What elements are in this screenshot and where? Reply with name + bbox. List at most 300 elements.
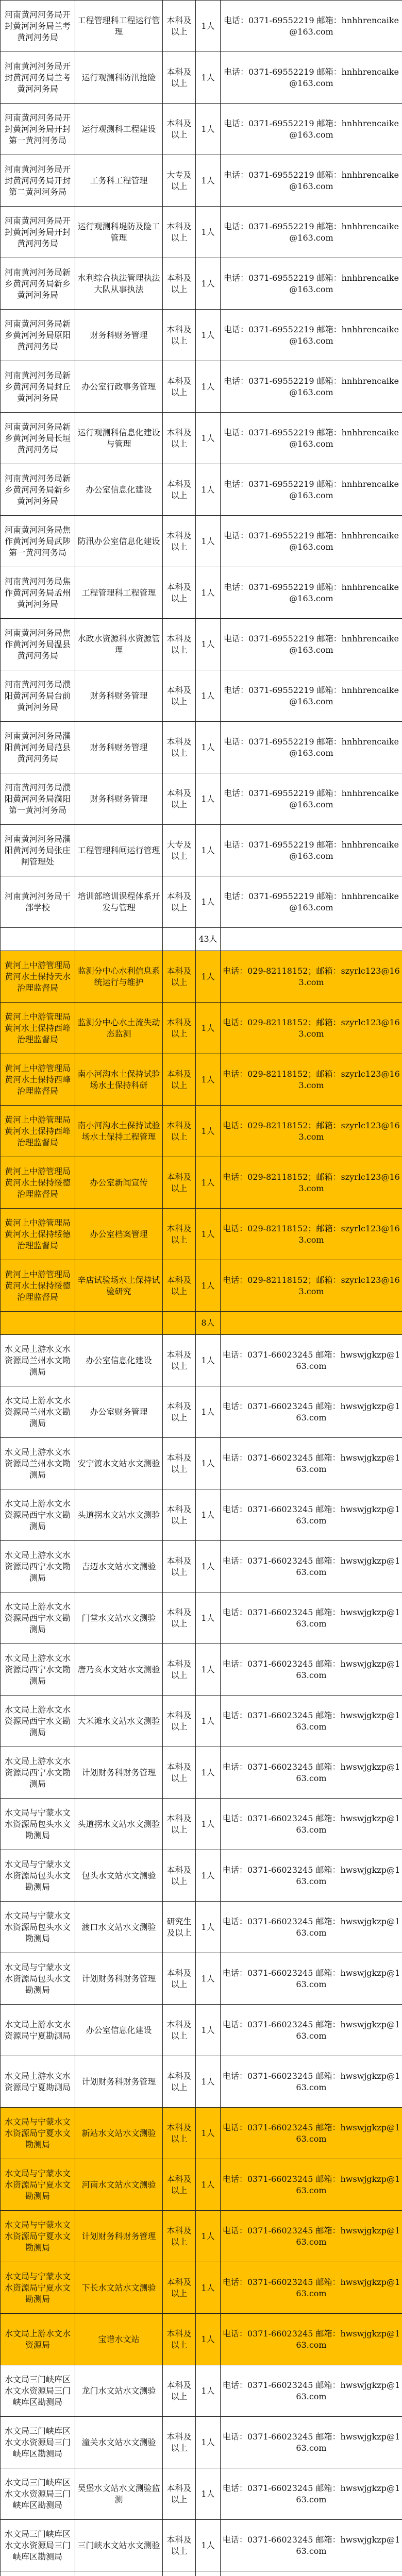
unit-cell: 河南黄河河务局开封黄河河务局兰考黄河河务局 — [1, 1, 75, 52]
count-cell: 1人 — [196, 104, 221, 155]
contact-cell: 电话：0371-69552219 邮箱：hnhhrencaike@163.com — [221, 1, 402, 52]
position-cell: 工程管理科闸运行管理 — [75, 825, 163, 876]
unit-cell: 河南黄河河务局开封黄河河务局兰考黄河河务局 — [1, 52, 75, 104]
education-cell: 本科及以上 — [163, 1, 196, 52]
count-cell — [196, 2571, 221, 2576]
table-row — [1, 1747, 402, 1799]
education-cell: 本科及以上 — [163, 258, 196, 310]
count-cell: 1人 — [196, 207, 221, 258]
count-cell: 1人 — [196, 155, 221, 207]
contact-cell: 电话：0371-66023245 邮箱：hwswjgkzp@163.com — [221, 1902, 402, 1953]
position-cell: 吉迈水文站水文测验 — [75, 1541, 163, 1592]
count-cell: 1人 — [196, 2159, 221, 2211]
position-cell: 财务科财务管理 — [75, 773, 163, 825]
education-cell: 本科及以上 — [163, 2314, 196, 2365]
count-cell: 1人 — [196, 258, 221, 310]
unit-cell: 水文局上游水文水资源局宁夏勘测局 — [1, 2005, 75, 2056]
education-cell: 大专及以上 — [163, 825, 196, 876]
education-cell: 大专及以上 — [163, 155, 196, 207]
count-cell: 1人 — [196, 464, 221, 516]
table-row — [1, 2520, 402, 2571]
unit-cell: 水文局上游水文水资源局兰州水文勘测局 — [1, 1438, 75, 1489]
position-cell: 工务科工程管理 — [75, 155, 163, 207]
position-cell: 宝谱水文站 — [75, 2314, 163, 2365]
table-row — [1, 1106, 402, 1157]
education-cell: 本科及以上 — [163, 951, 196, 1003]
table-row — [1, 1, 402, 52]
education-cell: 本科及以上 — [163, 1386, 196, 1438]
table-row — [1, 2211, 402, 2262]
contact-cell: 电话：0371-66023245 邮箱：hwswjgkzp@163.com — [221, 1541, 402, 1592]
table-row — [1, 207, 402, 258]
table-row — [1, 1489, 402, 1541]
unit-cell: 河南黄河河务局新乡黄河河务局新乡黄河河务局 — [1, 464, 75, 516]
contact-cell: 电话：0371-66023245 邮箱：hwswjgkzp@163.com — [221, 2365, 402, 2417]
position-cell: 河南水文站水文测验 — [75, 2159, 163, 2211]
table-row — [1, 773, 402, 825]
table-row — [1, 1438, 402, 1489]
table-row — [1, 2468, 402, 2520]
count-cell: 1人 — [196, 951, 221, 1003]
education-cell: 本科及以上 — [163, 876, 196, 928]
contact-cell — [221, 928, 402, 951]
contact-cell: 电话：0371-66023245 邮箱：hwswjgkzp@163.com — [221, 1644, 402, 1696]
education-cell: 本科及以上 — [163, 619, 196, 670]
contact-cell: 电话：0371-66023245 邮箱：hwswjgkzp@163.com — [221, 1386, 402, 1438]
count-cell: 1人 — [196, 1902, 221, 1953]
education-cell: 本科及以上 — [163, 52, 196, 104]
contact-cell: 电话：0371-69552219 邮箱：hnhhrencaike@163.com — [221, 258, 402, 310]
count-cell: 8人 — [196, 1312, 221, 1335]
table-row — [1, 1335, 402, 1386]
unit-cell: 河南黄河河务局干部学校 — [1, 876, 75, 928]
unit-cell: 水文局三门峡库区水文水资源局三门峡库区勘测局 — [1, 2417, 75, 2468]
contact-cell: 电话：0371-66023245 邮箱：hwswjgkzp@163.com — [221, 1592, 402, 1644]
table-row — [1, 516, 402, 567]
contact-cell: 电话：0371-69552219 邮箱：hnhhrencaike@163.com — [221, 361, 402, 413]
contact-cell: 电话：0371-69552219 邮箱：hnhhrencaike@163.com — [221, 567, 402, 619]
table-row — [1, 258, 402, 310]
table-row — [1, 1902, 402, 1953]
contact-cell: 电话：029-82118152；邮箱：szyrlc123@163.com — [221, 1260, 402, 1312]
contact-cell: 电话：0371-66023245 邮箱：hwswjgkzp@163.com — [221, 2056, 402, 2108]
position-cell: 监测分中心水土流失动态监测 — [75, 1003, 163, 1054]
contact-cell: 电话：0371-66023245 邮箱：hwswjgkzp@163.com — [221, 2468, 402, 2520]
table-row — [1, 619, 402, 670]
education-cell: 本科及以上 — [163, 2417, 196, 2468]
table-row — [1, 951, 402, 1003]
count-cell: 1人 — [196, 2314, 221, 2365]
position-cell: 三门峡水文站水文测验 — [75, 2520, 163, 2571]
unit-cell: 水文局上游水文水资源局西宁水文勘测局 — [1, 1541, 75, 1592]
count-cell: 1人 — [196, 1438, 221, 1489]
education-cell: 本科及以上 — [163, 207, 196, 258]
position-cell: 安宁渡水文站水文测验 — [75, 1438, 163, 1489]
table-row — [1, 825, 402, 876]
table-row — [1, 2262, 402, 2314]
count-cell: 1人 — [196, 619, 221, 670]
contact-cell: 电话：0371-66023245 邮箱：hwswjgkzp@163.com — [221, 2005, 402, 2056]
education-cell: 本科及以上 — [163, 1335, 196, 1386]
contact-cell: 电话：0371-69552219 邮箱：hnhhrencaike@163.com — [221, 516, 402, 567]
unit-cell: 水文局与宁蒙水文水资源局包头水文勘测局 — [1, 1799, 75, 1850]
table-row — [1, 361, 402, 413]
contact-cell: 电话：0371-66023245 邮箱：hwswjgkzp@163.com — [221, 2417, 402, 2468]
count-cell: 1人 — [196, 2417, 221, 2468]
education-cell: 本科及以上 — [163, 2262, 196, 2314]
position-cell: 大米滩水文站水文测验 — [75, 1696, 163, 1747]
unit-cell: 河南黄河河务局开封黄河河务局开封第一黄河河务局 — [1, 104, 75, 155]
count-cell: 1人 — [196, 2468, 221, 2520]
education-cell: 本科及以上 — [163, 2005, 196, 2056]
position-cell: 办公室新闻宣传 — [75, 1157, 163, 1209]
table-row — [1, 2056, 402, 2108]
position-cell: 包头水文站水文测验 — [75, 1850, 163, 1902]
count-cell: 1人 — [196, 2056, 221, 2108]
position-cell: 运行观测科堤防及险工管理 — [75, 207, 163, 258]
unit-cell: 河南黄河河务局新乡黄河河务局长垣黄河河务局 — [1, 413, 75, 464]
education-cell: 本科及以上 — [163, 2365, 196, 2417]
position-cell: 办公室行政事务管理 — [75, 361, 163, 413]
contact-cell: 电话：0371-69552219 邮箱：hnhhrencaike@163.com — [221, 722, 402, 773]
education-cell: 本科及以上 — [163, 1106, 196, 1157]
education-cell: 本科及以上 — [163, 2056, 196, 2108]
contact-cell: 电话：0371-69552219 邮箱：hnhhrencaike@163.com — [221, 670, 402, 722]
table-row — [1, 2005, 402, 2056]
contact-cell: 电话：0371-66023245 邮箱：hwswjgkzp@163.com — [221, 1489, 402, 1541]
position-cell — [75, 1312, 163, 1335]
unit-cell: 水文局三门峡库区水文水资源局三门峡库区勘测局 — [1, 2520, 75, 2571]
position-cell: 水政水资源科水资源管理 — [75, 619, 163, 670]
count-cell: 1人 — [196, 1386, 221, 1438]
contact-cell: 电话：0371-66023245 邮箱：hwswjgkzp@163.com — [221, 1696, 402, 1747]
unit-cell: 水文局与宁蒙水文水资源局宁夏水文勘测局 — [1, 2211, 75, 2262]
education-cell: 本科及以上 — [163, 773, 196, 825]
unit-cell: 水文局三门峡库区水文水资源局三门峡库区勘测局 — [1, 2468, 75, 2520]
count-cell: 1人 — [196, 1106, 221, 1157]
contact-cell: 电话：0371-69552219 邮箱：hnhhrencaike@163.com — [221, 773, 402, 825]
count-cell: 1人 — [196, 1747, 221, 1799]
contact-cell: 电话：0371-66023245 邮箱：hwswjgkzp@163.com — [221, 2314, 402, 2365]
education-cell: 本科及以上 — [163, 516, 196, 567]
position-cell: 财务科财务管理 — [75, 670, 163, 722]
table-row — [1, 310, 402, 361]
count-cell: 1人 — [196, 1157, 221, 1209]
position-cell: 计划财务科财务管理 — [75, 2056, 163, 2108]
position-cell: 运行观测科防汛抢险 — [75, 52, 163, 104]
count-cell: 1人 — [196, 2005, 221, 2056]
table-row — [1, 1799, 402, 1850]
education-cell: 本科及以上 — [163, 2108, 196, 2159]
unit-cell: 水文局与宁蒙水文水资源局包头水文勘测局 — [1, 1902, 75, 1953]
contact-cell — [221, 1312, 402, 1335]
contact-cell: 电话：0371-66023245 邮箱：hwswjgkzp@163.com — [221, 2211, 402, 2262]
position-cell — [75, 928, 163, 951]
education-cell: 本科及以上 — [163, 1541, 196, 1592]
unit-cell: 黄河上中游管理局黄河水土保持西峰治理监督局 — [1, 1003, 75, 1054]
education-cell: 本科及以上 — [163, 2520, 196, 2571]
education-cell: 本科及以上 — [163, 567, 196, 619]
count-cell: 1人 — [196, 670, 221, 722]
position-cell: 新站水文站水文测验 — [75, 2108, 163, 2159]
table-row — [1, 2417, 402, 2468]
table-row — [1, 413, 402, 464]
unit-cell: 河南黄河河务局开封黄河河务局开封黄河河务局 — [1, 207, 75, 258]
contact-cell: 电话：029-82118152；邮箱：szyrlc123@163.com — [221, 1054, 402, 1106]
contact-cell: 电话：0371-69552219 邮箱：hnhhrencaike@163.com — [221, 155, 402, 207]
position-cell: 南小河沟水土保持试验场水土保持科研 — [75, 1054, 163, 1106]
count-cell: 1人 — [196, 1850, 221, 1902]
education-cell: 本科及以上 — [163, 464, 196, 516]
education-cell: 本科及以上 — [163, 310, 196, 361]
education-cell: 本科及以上 — [163, 722, 196, 773]
contact-cell: 电话：0371-69552219 邮箱：hnhhrencaike@163.com — [221, 619, 402, 670]
table-row — [1, 2365, 402, 2417]
education-cell: 本科及以上 — [163, 104, 196, 155]
count-cell: 1人 — [196, 1260, 221, 1312]
table-row — [1, 876, 402, 928]
unit-cell: 水文局上游水文水资源局西宁水文勘测局 — [1, 1489, 75, 1541]
education-cell: 本科及以上 — [163, 2211, 196, 2262]
table-row — [1, 2314, 402, 2365]
unit-cell: 河南黄河河务局新乡黄河河务局封丘黄河河务局 — [1, 361, 75, 413]
table-row — [1, 2108, 402, 2159]
position-cell: 运行观测科工程建设 — [75, 104, 163, 155]
position-cell: 监测分中心水利信息系统运行与维护 — [75, 951, 163, 1003]
education-cell: 本科及以上 — [163, 361, 196, 413]
contact-cell: 电话：0371-69552219 邮箱：hnhhrencaike@163.com — [221, 413, 402, 464]
table-row — [1, 1054, 402, 1106]
contact-cell: 电话：029-82118152；邮箱：szyrlc123@163.com — [221, 1106, 402, 1157]
unit-cell: 黄河上中游管理局黄河水土保持西峰治理监督局 — [1, 1106, 75, 1157]
subtotal-row — [1, 928, 402, 951]
education-cell: 本科及以上 — [163, 670, 196, 722]
count-cell: 1人 — [196, 1, 221, 52]
unit-cell: 水文局与宁蒙水文水资源局包头水文勘测局 — [1, 1850, 75, 1902]
contact-cell: 电话：0371-66023245 邮箱：hwswjgkzp@163.com — [221, 1953, 402, 2005]
unit-cell: 河南黄河河务局开封黄河河务局开封第二黄河河务局 — [1, 155, 75, 207]
position-cell: 运行观测科信息化建设与管理 — [75, 413, 163, 464]
position-cell: 渡口水文站水文测验 — [75, 1902, 163, 1953]
unit-cell: 水文局上游水文水资源局西宁水文勘测局 — [1, 1592, 75, 1644]
contact-cell: 电话：0371-69552219 邮箱：hnhhrencaike@163.com — [221, 52, 402, 104]
position-cell: 辛店试验场水土保持试验研究 — [75, 1260, 163, 1312]
position-cell: 财务科财务管理 — [75, 722, 163, 773]
position-cell — [75, 2571, 163, 2576]
count-cell: 1人 — [196, 2211, 221, 2262]
count-cell: 1人 — [196, 567, 221, 619]
unit-cell: 水文局上游水文水资源局西宁水文勘测局 — [1, 1644, 75, 1696]
position-cell: 办公室财务管理 — [75, 1386, 163, 1438]
count-cell: 1人 — [196, 722, 221, 773]
unit-cell: 水文局上游水文水资源局兰州水文勘测局 — [1, 1335, 75, 1386]
education-cell: 本科及以上 — [163, 1003, 196, 1054]
count-cell: 1人 — [196, 1953, 221, 2005]
count-cell: 1人 — [196, 1209, 221, 1260]
contact-cell: 电话：0371-69552219 邮箱：hnhhrencaike@163.com — [221, 825, 402, 876]
unit-cell: 黄河上中游管理局黄河水土保持西峰治理监督局 — [1, 1054, 75, 1106]
unit-cell: 河南黄河河务局新乡黄河河务局原阳黄河河务局 — [1, 310, 75, 361]
education-cell: 本科及以上 — [163, 2468, 196, 2520]
table-row — [1, 1696, 402, 1747]
count-cell: 1人 — [196, 773, 221, 825]
position-cell: 下长水文站水文测验 — [75, 2262, 163, 2314]
table-row — [1, 2159, 402, 2211]
count-cell: 1人 — [196, 2262, 221, 2314]
position-cell: 龙门水文站水文测验 — [75, 2365, 163, 2417]
count-cell: 1人 — [196, 2108, 221, 2159]
unit-cell: 水文局与宁蒙水文水资源局宁夏水文勘测局 — [1, 2108, 75, 2159]
contact-cell: 电话：029-82118152；邮箱：szyrlc123@163.com — [221, 1157, 402, 1209]
education-cell: 研究生及以上 — [163, 1902, 196, 1953]
unit-cell: 黄河上中游管理局黄河水土保持天水治理监督局 — [1, 951, 75, 1003]
education-cell: 本科及以上 — [163, 1489, 196, 1541]
count-cell: 1人 — [196, 1592, 221, 1644]
unit-cell — [1, 928, 75, 951]
contact-cell: 电话：0371-69552219 邮箱：hnhhrencaike@163.com — [221, 876, 402, 928]
contact-cell: 电话：0371-66023245 邮箱：hwswjgkzp@163.com — [221, 2108, 402, 2159]
count-cell: 1人 — [196, 1799, 221, 1850]
table-row — [1, 1260, 402, 1312]
count-cell: 1人 — [196, 876, 221, 928]
unit-cell: 河南黄河河务局濮阳黄河河务局范县黄河河务局 — [1, 722, 75, 773]
education-cell — [163, 1312, 196, 1335]
contact-cell: 电话：0371-69552219 邮箱：hnhhrencaike@163.com — [221, 207, 402, 258]
table-row — [1, 464, 402, 516]
education-cell: 本科及以上 — [163, 1438, 196, 1489]
unit-cell: 水文局三门峡库区水文水资源局三门峡库区勘测局 — [1, 2365, 75, 2417]
contact-cell: 电话：0371-66023245 邮箱：hwswjgkzp@163.com — [221, 1747, 402, 1799]
contact-cell: 电话：0371-66023245 邮箱：hwswjgkzp@163.com — [221, 2520, 402, 2571]
table-row — [1, 1157, 402, 1209]
contact-cell: 电话：0371-66023245 邮箱：hwswjgkzp@163.com — [221, 1850, 402, 1902]
position-cell: 头道拐水文站水文测验 — [75, 1799, 163, 1850]
count-cell: 1人 — [196, 1003, 221, 1054]
table-row — [1, 1953, 402, 2005]
position-cell: 水利综合执法管理执法大队从事执法 — [75, 258, 163, 310]
position-cell: 潼关水文站水文测验 — [75, 2417, 163, 2468]
count-cell: 1人 — [196, 1489, 221, 1541]
position-cell: 唐乃亥水文站水文测验 — [75, 1644, 163, 1696]
education-cell: 本科及以上 — [163, 1747, 196, 1799]
table-row — [1, 104, 402, 155]
contact-cell: 电话：029-82118152；邮箱：szyrlc123@163.com — [221, 951, 402, 1003]
table-row — [1, 1850, 402, 1902]
position-cell: 工程管理科工程运行管理 — [75, 1, 163, 52]
position-cell: 办公室信息化建设 — [75, 2005, 163, 2056]
position-cell: 计划财务科财务管理 — [75, 2211, 163, 2262]
education-cell — [163, 2571, 196, 2576]
count-cell: 1人 — [196, 361, 221, 413]
contact-cell: 电话：0371-69552219 邮箱：hnhhrencaike@163.com — [221, 310, 402, 361]
contact-cell: 电话：0371-69552219 邮箱：hnhhrencaike@163.com — [221, 104, 402, 155]
education-cell: 本科及以上 — [163, 413, 196, 464]
count-cell: 1人 — [196, 516, 221, 567]
count-cell: 1人 — [196, 413, 221, 464]
unit-cell: 黄河上中游管理局黄河水土保持绥德治理监督局 — [1, 1157, 75, 1209]
contact-cell: 电话：0371-66023245 邮箱：hwswjgkzp@163.com — [221, 1335, 402, 1386]
contact-cell: 电话：0371-66023245 邮箱：hwswjgkzp@163.com — [221, 2159, 402, 2211]
unit-cell: 水文局上游水文水资源局宁夏勘测局 — [1, 2056, 75, 2108]
contact-cell: 电话：029-82118152；邮箱：szyrlc123@163.com — [221, 1209, 402, 1260]
education-cell: 本科及以上 — [163, 1953, 196, 2005]
table-row — [1, 2571, 402, 2576]
contact-cell: 电话：029-82118152；邮箱：szyrlc123@163.com — [221, 1003, 402, 1054]
education-cell: 本科及以上 — [163, 1157, 196, 1209]
table-row — [1, 1592, 402, 1644]
position-cell: 南小河沟水土保持试验场水土保持工程管理 — [75, 1106, 163, 1157]
count-cell: 1人 — [196, 1335, 221, 1386]
contact-cell: 电话：0371-66023245 邮箱：hwswjgkzp@163.com — [221, 1799, 402, 1850]
position-cell: 头道拐水文站水文测验 — [75, 1489, 163, 1541]
table-row — [1, 1386, 402, 1438]
table-row — [1, 52, 402, 104]
table-row — [1, 670, 402, 722]
education-cell: 本科及以上 — [163, 1850, 196, 1902]
position-cell: 办公室信息化建设 — [75, 1335, 163, 1386]
count-cell: 1人 — [196, 310, 221, 361]
education-cell: 本科及以上 — [163, 1592, 196, 1644]
count-cell: 1人 — [196, 1644, 221, 1696]
position-cell: 办公室信息化建设 — [75, 464, 163, 516]
table-row — [1, 155, 402, 207]
unit-cell: 河南黄河河务局濮阳黄河河务局台前黄河河务局 — [1, 670, 75, 722]
education-cell: 本科及以上 — [163, 1054, 196, 1106]
count-cell: 1人 — [196, 2520, 221, 2571]
position-cell: 培训部培训课程体系开发与管理 — [75, 876, 163, 928]
count-cell: 1人 — [196, 1696, 221, 1747]
education-cell: 本科及以上 — [163, 1696, 196, 1747]
unit-cell: 水文局上游水文水资源局兰州水文勘测局 — [1, 1386, 75, 1438]
table-row — [1, 1541, 402, 1592]
count-cell: 43人 — [196, 928, 221, 951]
table-row — [1, 722, 402, 773]
unit-cell: 河南黄河河务局焦作黄河河务局武陟第一黄河河务局 — [1, 516, 75, 567]
unit-cell: 水文局上游水文水资源局 — [1, 2314, 75, 2365]
position-cell: 吴堡水文站水文测验监测 — [75, 2468, 163, 2520]
unit-cell: 黄河上中游管理局黄河水土保持绥德治理监督局 — [1, 1260, 75, 1312]
education-cell: 本科及以上 — [163, 1209, 196, 1260]
contact-cell: 电话：0371-66023245 邮箱：hwswjgkzp@163.com — [221, 1438, 402, 1489]
position-cell: 计划财务科财务管理 — [75, 1747, 163, 1799]
table-row — [1, 1003, 402, 1054]
unit-cell — [1, 1312, 75, 1335]
contact-cell — [221, 2571, 402, 2576]
education-cell — [163, 928, 196, 951]
count-cell: 1人 — [196, 1054, 221, 1106]
education-cell: 本科及以上 — [163, 1260, 196, 1312]
unit-cell: 水文局与宁蒙水文水资源局包头水文勘测局 — [1, 1953, 75, 2005]
count-cell: 1人 — [196, 1541, 221, 1592]
subtotal-row — [1, 1312, 402, 1335]
position-cell: 工程管理科工程管理 — [75, 567, 163, 619]
unit-cell: 水文局与宁蒙水文水资源局宁夏水文勘测局 — [1, 2159, 75, 2211]
unit-cell — [1, 2571, 75, 2576]
unit-cell: 河南黄河河务局焦作黄河河务局温县黄河河务局 — [1, 619, 75, 670]
contact-cell: 电话：0371-66023245 邮箱：hwswjgkzp@163.com — [221, 2262, 402, 2314]
unit-cell: 黄河上中游管理局黄河水土保持绥德治理监督局 — [1, 1209, 75, 1260]
unit-cell: 水文局上游水文水资源局西宁水文勘测局 — [1, 1747, 75, 1799]
table-row — [1, 1644, 402, 1696]
position-cell: 门堂水文站水文测验 — [75, 1592, 163, 1644]
unit-cell: 水文局与宁蒙水文水资源局宁夏水文勘测局 — [1, 2262, 75, 2314]
position-cell: 办公室档案管理 — [75, 1209, 163, 1260]
position-cell: 防汛办公室信息化建设 — [75, 516, 163, 567]
position-cell: 财务科财务管理 — [75, 310, 163, 361]
unit-cell: 河南黄河河务局濮阳黄河河务局濮阳第一黄河河务局 — [1, 773, 75, 825]
table-row — [1, 1209, 402, 1260]
unit-cell: 河南黄河河务局新乡黄河河务局新乡黄河河务局 — [1, 258, 75, 310]
